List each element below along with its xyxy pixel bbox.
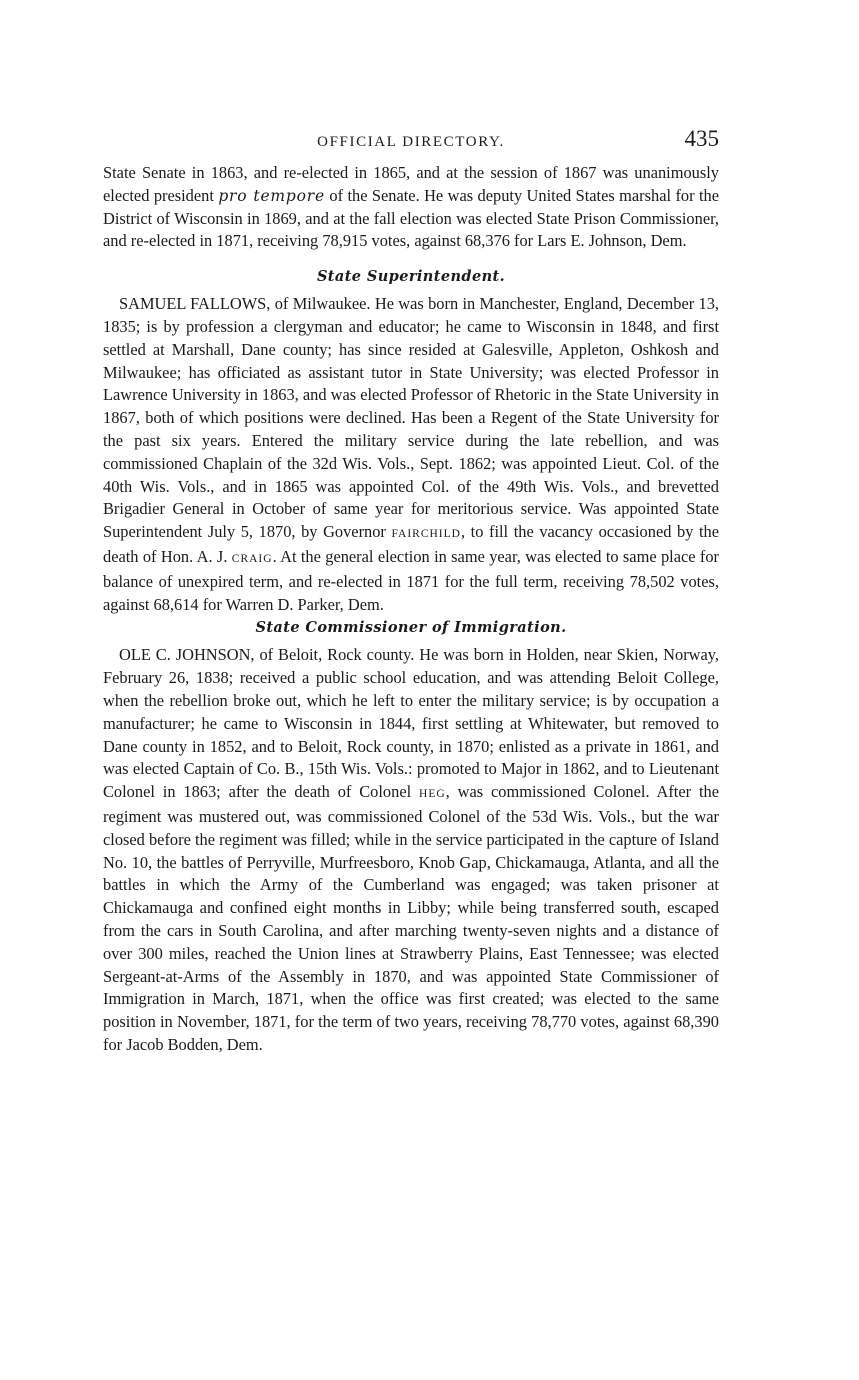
- superintendent-text-a: SAMUEL FALLOWS, of Milwaukee. He was born in Manchester, England, December 13, 1835; is by profession a clergyman and educator; he came to Wisconsin in 1848, and first settled at Marshall, Dane county; has since resided at Galesville, Appleton, Oshkosh and Milwaukee; has officiated as assistant tutor in State University; was elected Professor in Lawrence University in 1863, and was elected Professor of Rhetoric in the State University in 1867, both of which positions were declined. Has been a Regent of the State University for the past six years. Entered the military service during the late rebellion, and was commissioned Chaplain of the 32d Wis. Vols., Sept. 1862; was appointed Lieut. Col. of the 40th Wis. Vols., and in 1865 was appointed Col. of the 49th Wis. Vols., and brevetted Brigadier General in October of same year for meritorious service. Was appointed State Superintendent July 5, 1870, by Governor: [103, 294, 719, 542]
- running-title: OFFICIAL DIRECTORY.: [317, 134, 505, 150]
- immigration-text-b: , was commissioned Colonel. After the regiment was mustered out, was commissioned Colonel of the 53d Wis. Vols., but the war closed before the regiment was filled; while in the service participated in the capture of Island No. 10, the battles of Perryville, Murfreesboro, Knob Gap, Chickamauga, Atlanta, and all the battles in which the Army of the Cumberland was engaged; was taken prisoner at Chickamauga and confined eight months in Libby; while being transferred south, escaped from the cars in South Carolina, and after marching twenty-seven nights and a distance of over 300 miles, reached the Union lines at Strawberry Plains, East Tennessee; was elected Sergeant-at-Arms of the Assembly in 1870, and was appointed State Commissioner of Immigration in March, 1871, when the office was first created; was elected to the same position in November, 1871, for the term of two years, receiving 78,770 votes, against 68,390 for Jacob Bodden, Dem.: [103, 782, 719, 1054]
- document-page: [103, 128, 719, 1057]
- craig-name: CRAIG: [231, 552, 273, 565]
- superintendent-text-b: , to fill the vacancy occasioned by the death of Hon. A. J.: [103, 522, 720, 566]
- page-number: 435: [684, 126, 719, 151]
- immigration-paragraph: [103, 644, 719, 1056]
- superintendent-heading: State Superintendent.: [316, 268, 506, 286]
- continued-text-a: State Senate in 1863, and re-elected in 1865, and at the session of 1867 was unanimously elected president: [103, 163, 719, 205]
- pro-tempore-emphasis: pro tempore: [218, 186, 325, 205]
- immigration-text-a: OLE C. JOHNSON, of Beloit, Rock county. He was born in Holden, near Skien, Norway, February 26, 1838; received a public school education, and was attending Beloit College, when the rebellion broke out, which he left to enter the military service; is by occupation a manufacturer; he came to Wisconsin in 1844, first settling at Whitewater, but removed to Dane county in 1852, and to Beloit, Rock county, in 1870; enlisted as a private in 1861, and was elected Captain of Co. B., 15th Wis. Vols.: promoted to Major in 1862, and to Lieutenant Colonel in 1863; after the death of Colonel: [103, 645, 719, 802]
- heg-name: HEG: [419, 788, 446, 801]
- continued-paragraph: [103, 162, 719, 253]
- superintendent-text-c: . At the general election in same year, was elected to same place for balance of unexpired term, and re-elected in 1871 for the full term, receiving 78,502 votes, against 68,614 for Warren D. Parker, Dem.: [103, 546, 720, 614]
- immigration-heading: State Commissioner of Immigration.: [255, 619, 567, 637]
- continued-text-b: of the Senate. He was deputy United States marshal for the District of Wisconsin in 1869, and at the fall election was elected State Prison Commissioner, and re-elected in 1871, receiving 78,915 votes, against 68,376 for Lars E. Johnson, Dem.: [103, 185, 719, 251]
- running-head: [103, 128, 719, 162]
- governor-name: FAIRCHILD: [391, 528, 461, 541]
- superintendent-paragraph: [103, 293, 719, 616]
